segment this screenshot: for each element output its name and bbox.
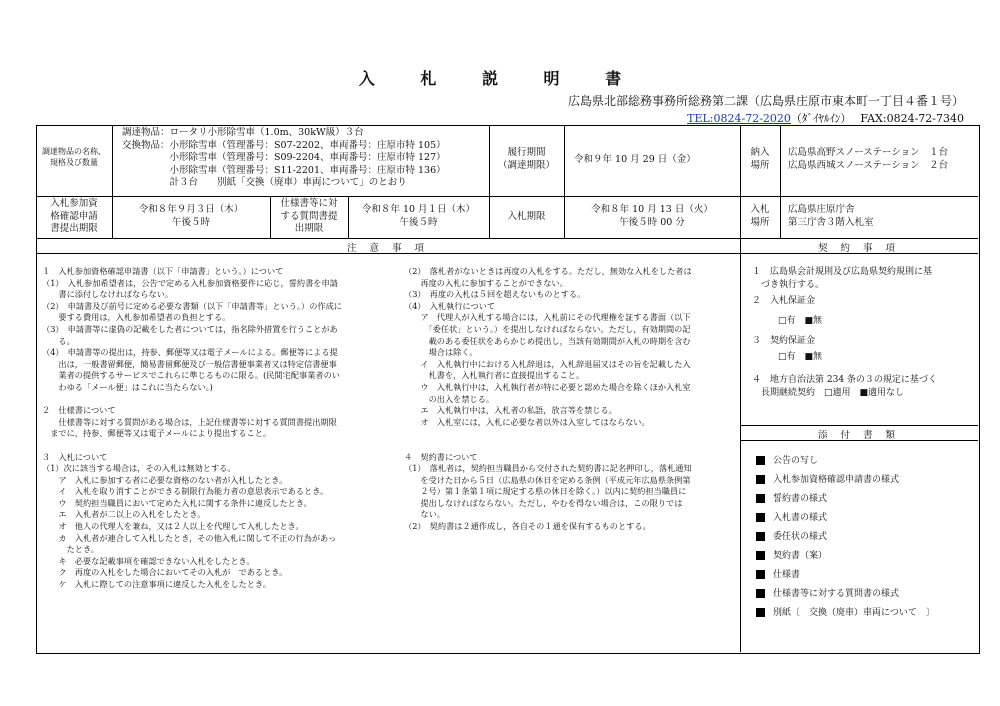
- list-item: 別紙〔 交換（廃車）車両について 〕: [756, 604, 976, 623]
- contract-item-3-options: □有 ■無: [778, 352, 823, 362]
- square-bullet-icon: [756, 494, 765, 503]
- application-deadline-label: 入札参加資 格確認申請 書提出期限: [50, 198, 98, 234]
- list-item: 誓約書の様式: [756, 490, 976, 509]
- question-deadline-value: 令和８年 10 月１日（木） 午後５時: [361, 204, 476, 228]
- list-item: 公告の写し: [756, 452, 976, 471]
- notes-middle-column: （2） 落札者がないときは再度の入札をする。ただし，無効な入札をした者は 再度の入札に参加することができない。 （3） 再度の入札は５回を超えないものとする。 （4） 入札執行について ア 代理人が入札する場合には，入札前にその代理権を証する書面（以下 「委任状」という。）を提出しなければならない。ただし，有効期間の記 載のある委任状をあらかじめ提出し，当該有効期間が入札の時期を含む 場合は除く。 イ 入札執行中における入札辞退は，入札辞退届又はその旨を記載した入 札書を，入札執行者に直接提出すること。 ウ 入札執行中は，入札執行者が特に必要と認めた場合を除くほか入札室 の出入を禁じる。 エ 入札執行中は，入札者の私語，放言等を禁じる。 オ 入札室には，入札に必要な者以外は入室してはならない。 ４ 契約書について （1） 落札者は，契約担当職員から交付された契約書に記名押印し，落札通知 を受けた日から５日（広島県の休日を定める条例（平成元年広島県条例第 ２号）第１条第１項に規定する県の休日を除く。）以内に契約担当職員に 提出しなければならない。ただし，やむを得ない場合は，この限りでは ない。 （2） 契約書は２通作成し，各自その１通を保有するものとする。: [404, 266, 692, 532]
- square-bullet-icon: [756, 513, 765, 522]
- contact-line: [687, 110, 964, 126]
- bid-place-label: 入札 場所: [750, 204, 770, 228]
- contract-item-4: ４ 地方自治法第 234 条の３の規定に基づく 長期継続契約 □適用 ■適用なし: [752, 375, 937, 398]
- contract-item-1: １ 広島県会計規則及び広島県契約規則に基 づき執行する。: [752, 267, 933, 290]
- notes-left-column: １ 入札参加資格確認申請書（以下「申請書」という。）について （1） 入札参加希望者は，公告で定める入札参加資格要件に応じ，誓約書を申請 書に添付しなければならない。 （2） 申請書及び前号に定める必要な書類（以下「申請書等」という。）の作成に 要する費用は，入札参加希望者の負担とする。 （3） 申請書等に虚偽の記載をした者については，指名除外措置を行うことがあ る。 （4） 申請書等の提出は，持参、郵便等又は電子メールによる。郵便等による提 出は，一般書留郵便，簡易書留郵便及び一般信書便事業者又は特定信書便事 業者の提供するサービスでこれらに準じるものに限る。(民間宅配事業者のい わゆる「メール便」はこれに当たらない。) ２ 仕様書について 仕様書等に対する質問がある場合は，上記仕様書等に対する質問書提出期限 までに，持参、郵便等又は電子メールにより提出すること。 ３ 入札について （1）次に該当する場合は，その入札は無効とする。 ア 入札に参加する者に必要な資格のない者が入札したとき。 イ 入札を取り消すことができる制限行為能力者の意思表示であるとき。 ウ 契約担当職員において定めた入札に関する条件に違反したとき。 エ 入札者が二以上の入札をしたとき。 オ 他人の代理人を兼ね，又は２人以上を代理して入札したとき。 カ 入札者が連合して入札したとき，その他入札に関して不正の行為があっ たとき。 キ 必要な記載事項を確認できない入札をしたとき。 ク 再度の入札をした場合においてその入札が であるとき。 ケ 入札に際しての注意事項に違反した入札をしたとき。: [42, 266, 342, 590]
- square-bullet-icon: [756, 570, 765, 579]
- issuer-address: 広島県北部総務事務所総務第二課（広島県庄原市東本町一丁目４番１号）: [567, 94, 964, 108]
- delivery-label: 納入 場所: [750, 147, 770, 171]
- square-bullet-icon: [756, 608, 765, 617]
- delivery-value: 広島県高野スノーステーション １台 広島県西城スノーステーション ２台: [788, 147, 949, 171]
- square-bullet-icon: [756, 456, 765, 465]
- contract-item-3: ３ 契約保証金: [752, 336, 816, 346]
- application-deadline-value: 令和８年９月３日（木） 午後５時: [138, 204, 244, 228]
- list-item: 仕様書: [756, 566, 976, 585]
- divider: [36, 196, 978, 197]
- square-bullet-icon: [756, 475, 765, 484]
- square-bullet-icon: [756, 532, 765, 541]
- list-item: 入札参加資格確認申請書の様式: [756, 471, 976, 490]
- bid-deadline-value: 令和８年 10 月 13 日（火） 午後５時 00 分: [591, 204, 713, 228]
- contract-item-2-options: □有 ■無: [778, 316, 823, 326]
- item-label: 調達物品の名称、 規格及び数量: [42, 147, 106, 167]
- divider: [36, 238, 978, 239]
- period-label: 履行期間 （調達期限）: [497, 147, 555, 171]
- bid-deadline-label: 入札期限: [507, 211, 546, 222]
- divider: [740, 425, 978, 426]
- list-item: 契約書（案）: [756, 547, 976, 566]
- dial-in: （ﾀﾞｲﾔﾙｲﾝ）: [790, 112, 846, 125]
- fax-number: FAX:0824-72-7340: [860, 112, 964, 125]
- contract-header: 契 約 事 項: [817, 243, 901, 254]
- page-title: 入 札 説 明 書: [358, 69, 642, 88]
- square-bullet-icon: [756, 551, 765, 560]
- square-bullet-icon: [756, 589, 765, 598]
- tel-link[interactable]: TEL:0824-72-2020: [687, 112, 791, 125]
- period-value: 令和９年 10 月 29 日（金）: [574, 154, 696, 165]
- question-deadline-label: 仕様書等に対 する質問書提 出期限: [280, 198, 338, 234]
- item-details: 調達物品：ロータリ小形除雪車（1.0m、30kW級）３台 交換物品：小形除雪車（管理番号：S07-2202、車両番号：庄原市特 105） 小形除雪車（管理番号：S09-2204、車両番号：庄原市特 127） 小形除雪車（管理番号：S11-2201、車両番号：庄原市特 136） 計３台 別紙「交換（廃車）車両について」のとおり: [122, 127, 446, 188]
- bid-place-value: 広島県庄原庁舎 第三庁舎３階入札室: [788, 204, 874, 228]
- list-item: 委任状の様式: [756, 528, 976, 547]
- list-item: 仕様書等に対する質問書の様式: [756, 585, 976, 604]
- attachments-list: [756, 452, 976, 623]
- list-item: 入札書の様式: [756, 509, 976, 528]
- attachments-header: 添 付 書 類: [817, 430, 901, 441]
- notes-header: 注 意 事 項: [346, 243, 430, 254]
- contract-item-2: ２ 入札保証金: [752, 296, 816, 306]
